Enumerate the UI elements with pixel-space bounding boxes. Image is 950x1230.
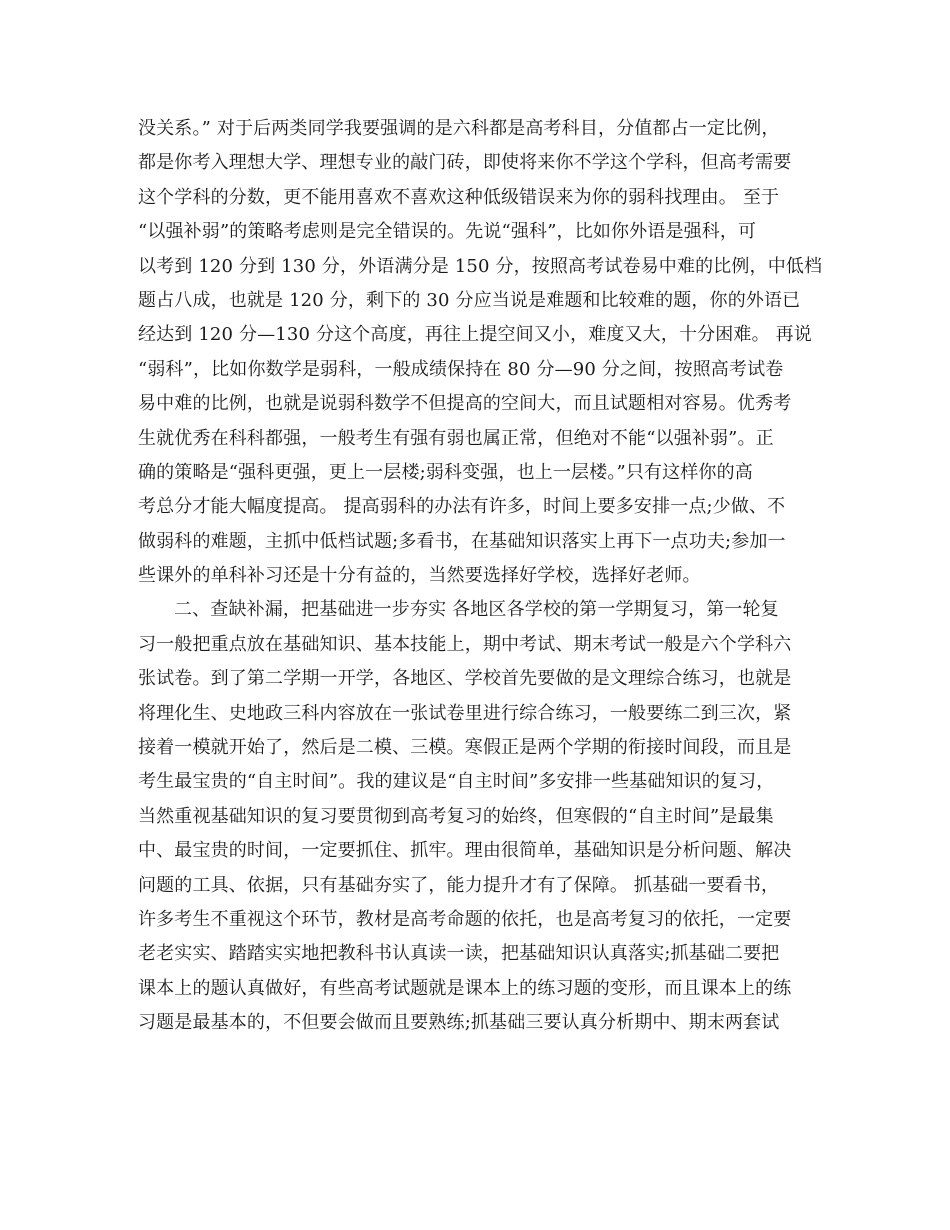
text-line: 确的策略是“强科更强，更上一层楼;弱科变强，也上一层楼。”只有这样你的高 <box>138 461 753 483</box>
text-line: 以考到 120 分到 130 分，外语满分是 150 分，按照高考试卷易中难的比例，中低档 <box>138 255 823 277</box>
text-line: 考生最宝贵的“自主时间”。我的建议是“自主时间”多安排一些基础知识的复习， <box>138 771 775 793</box>
text-line: 接着一模就开始了，然后是二模、三模。寒假正是两个学期的衔接时间段，而且是 <box>138 737 792 759</box>
text-line: 张试卷。到了第二学期一开学，各地区、学校首先要做的是文理综合练习，也就是 <box>138 668 792 690</box>
text-line: 这个学科的分数，更不能用喜欢不喜欢这种低级错误来为你的弱科找理由。 至于 <box>138 186 780 208</box>
text-line: 老老实实、踏踏实实地把教科书认真读一读，把基础知识认真落实;抓基础二要把 <box>138 943 780 965</box>
text-line: 许多考生不重视这个环节，教材是高考命题的依托，也是高考复习的依托，一定要 <box>138 908 792 930</box>
text-line: “弱科”，比如你数学是弱科，一般成绩保持在 80 分—90 分之间，按照高考试卷 <box>138 358 784 380</box>
text-line: 没关系。” 对于后两类同学我要强调的是六科都是高考科目，分值都占一定比例， <box>138 118 780 139</box>
text-line: 题占八成，也就是 120 分，剩下的 30 分应当说是难题和比较难的题，你的外语已 <box>138 289 801 311</box>
text-line: 将理化生、史地政三科内容放在一张试卷里进行综合练习，一般要练二到三次，紧 <box>138 702 792 724</box>
text-line: 中、最宝贵的时间，一定要抓住、抓牢。理由很简单，基础知识是分析问题、解决 <box>138 840 792 862</box>
text-line: 考总分才能大幅度提高。 提高弱科的办法有许多，时间上要多安排一点;少做、不 <box>138 496 786 518</box>
text-line: 习题是最基本的，不但要会做而且要熟练;抓基础三要认真分析期中、期末两套试 <box>138 1012 780 1034</box>
text-line: “以强补弱”的策略考虑则是完全错误的。先说“强科”，比如你外语是强科，可 <box>138 221 757 243</box>
text-line: 易中难的比例，也就是说弱科数学不但提高的空间大，而且试题相对容易。优秀考 <box>138 393 792 415</box>
text-line: 课本上的题认真做好，有些高考试题就是课本上的练习题的变形，而且课本上的练 <box>138 977 792 999</box>
body-text <box>138 112 828 1041</box>
text-line: 当然重视基础知识的复习要贯彻到高考复习的始终，但寒假的“自主时间”是最集 <box>138 805 774 827</box>
text-line: 做弱科的难题，主抓中低档试题;多看书，在基础知识落实上再下一点功夫;参加一 <box>138 530 786 552</box>
text-line: 些课外的单科补习还是十分有益的，当然要选择好学校，选择好老师。 <box>138 565 701 587</box>
text-line: 习一般把重点放在基础知识、基本技能上，期中考试、期末考试一般是六个学科六 <box>138 633 792 655</box>
section-heading-line: 二、查缺补漏，把基础进一步夯实 各地区各学校的第一学期复习，第一轮复 <box>174 599 779 621</box>
text-line: 都是你考入理想大学、理想专业的敲门砖，即使将来你不学这个学科，但高考需要 <box>138 152 792 174</box>
text-line: 问题的工具、依据，只有基础夯实了，能力提升才有了保障。 抓基础一要看书， <box>138 874 780 896</box>
text-line: 生就优秀在科科都强，一般考生有强有弱也属正常，但绝对不能“以强补弱”。正 <box>138 427 774 449</box>
text-line: 经达到 120 分—130 分这个高度，再往上提空间又小，难度又大，十分困难。 再说 <box>138 324 812 346</box>
